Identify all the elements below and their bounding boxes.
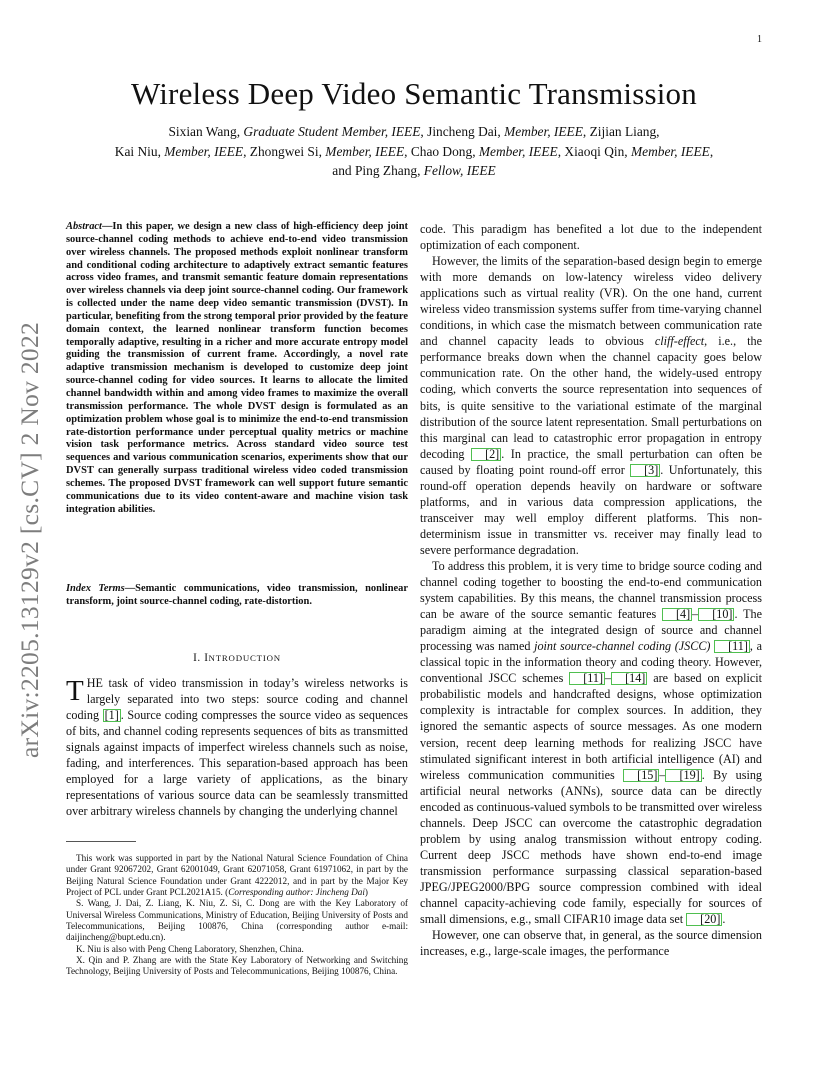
page-number: 1 bbox=[757, 34, 762, 45]
author-affiliation: Fellow, IEEE bbox=[423, 163, 496, 178]
corresponding-author: Corresponding author: Jincheng Dai bbox=[228, 887, 365, 898]
intro-text: HE task of video transmission in today’s wireless networks is largely separated into two steps: source coding and channel coding bbox=[66, 676, 408, 723]
body-text: To address this problem, it is very time to bridge source coding and channel coding together to boosting the end-to-end communication system capabilities. By this means, the channel transmission process can be aware of the source semantic features bbox=[420, 558, 762, 622]
body-text: . In practice, the small perturbation can often be caused by floating point round-off error bbox=[420, 446, 762, 477]
footnote-funding bbox=[66, 853, 408, 898]
body-text: are based on explicit probabilistic models and handcrafted designs, whose optimization complexity is intractable for complex sources. In addition, they ignored the semantic aspects of source messages. As one modern version, recent deep learning methods for realizing JSCC have stimulated significant interest in both artificial intelligence (AI) and wireless communication communities bbox=[420, 671, 762, 782]
paragraph: However, one can observe that, in general, as the source dimension increases, e.g., large-scale images, the performance bbox=[420, 928, 762, 959]
author-affiliation: Member, IEEE bbox=[631, 143, 710, 159]
author-text: , Xiaoqi Qin, bbox=[557, 143, 631, 159]
body-text: . Unfortunately, this round-off operation depends heavily on hardware or software platforms, and in various data compression applications, the transceiver may well employ different platforms. This non-determinism issue in transmitter vs. receiver may finally lead to severe performance degradation. bbox=[420, 462, 763, 557]
author-line-3 bbox=[60, 161, 768, 181]
footnote-affiliation-1: S. Wang, J. Dai, Z. Liang, K. Niu, Z. Si, C. Dong are with the Key Laboratory of Universal Wireless Communications, Ministry of Education, Beijing University of Posts and Telecommunications, Beijing 100876, China (corresponding author e-mail: daijincheng@bupt.edu.cn). bbox=[66, 898, 408, 943]
author-affiliation: Member, IEEE bbox=[325, 143, 405, 159]
index-terms-label: Index Terms bbox=[66, 583, 125, 594]
citation-link[interactable]: [20] bbox=[686, 913, 722, 926]
section-title-rest: NTRODUCTION bbox=[208, 653, 281, 663]
paragraph: code. This paradigm has benefited a lot due to the independent optimization of each component. bbox=[420, 222, 762, 253]
citation-link[interactable]: [3] bbox=[630, 464, 660, 477]
citation-link[interactable]: [11] bbox=[714, 640, 750, 653]
intro-text: . Source coding compresses the source video as sequences of bits, and channel coding represents sequences of bits as transmitted signals against impacts of imperfect wireless channels such as noise, fading, and interferences. This separation-based approach has been employed for a large variety of applications, as the binary representations of various source data can be seamlessly transmitted over arbitrary wireless channels by changing the underlying channel bbox=[66, 708, 408, 819]
author-line-1 bbox=[60, 122, 768, 142]
footnote-divider bbox=[66, 841, 136, 842]
body-text: , i.e., the performance breaks down when the channel capacity goes below communication rate. On the other hand, the widely-used entropy coding, which converts the source representation into sequences of bits, is quite sensitive to the variational estimate of the marginal distribution of the source latent representation. Small perturbations on this marginal can lead to catastrophic error propagation in entropy decoding bbox=[420, 334, 762, 461]
index-terms bbox=[66, 583, 408, 609]
range-dash: – bbox=[692, 607, 699, 622]
footnote-text: This work was supported in part by the National Natural Science Foundation of China under Grant 92067202, Grant 62001049, Grant 62071058, Grant 61971062, in part by the Beijing Natural Science Foundation under Grant 4222012, and in part by the Major Key Project of PCL under Grant PCL2021A15. ( bbox=[66, 853, 408, 898]
citation-link[interactable]: [11] bbox=[569, 672, 605, 685]
abstract bbox=[66, 221, 408, 516]
section-initial: I bbox=[204, 652, 209, 664]
body-text: However, the limits of the separation-based design begin to emerge with more demands on low-latency wireless video delivery applications such as virtual reality (VR). On the one hand, current wireless video transmission systems suffer from time-varying channel conditions, in which case the mismatch between communication rate and channel capacity leads to obvious bbox=[420, 254, 762, 349]
index-terms-text: —Semantic communications, video transmission, nonlinear transform, joint source-channel coding, rate-distortion. bbox=[66, 583, 408, 607]
author-text: , Chao Dong, bbox=[404, 143, 479, 159]
paragraph bbox=[420, 558, 762, 927]
drop-cap: T bbox=[66, 675, 84, 707]
author-affiliation: Member, IEEE bbox=[164, 143, 244, 159]
range-dash: – bbox=[605, 671, 612, 686]
citation-link[interactable]: [1] bbox=[104, 708, 119, 723]
right-column-body bbox=[420, 221, 762, 959]
author-affiliation: Graduate Student Member, IEEE bbox=[243, 124, 421, 139]
author-text: , bbox=[709, 143, 714, 159]
paragraph bbox=[420, 253, 762, 558]
emphasis-term: joint source-channel coding (JSCC) bbox=[534, 639, 711, 654]
body-text: , a classical topic in the information theory and coding theory. However, conventional JSCC schemes bbox=[420, 639, 762, 686]
author-text: , Jincheng Dai, bbox=[420, 124, 505, 139]
citation-link[interactable]: [4] bbox=[662, 608, 692, 621]
footnote-affiliation-3: X. Qin and P. Zhang are with the State Key Laboratory of Networking and Switching Technology, Beijing University of Posts and Telecommunications, Beijing 100876, China. bbox=[66, 955, 408, 977]
citation-link[interactable]: [10] bbox=[698, 608, 734, 621]
range-dash: – bbox=[659, 767, 666, 782]
author-line-2 bbox=[60, 142, 768, 162]
footnote-affiliation-2: K. Niu is also with Peng Cheng Laboratory, Shenzhen, China. bbox=[76, 943, 304, 954]
introduction-paragraph bbox=[66, 675, 408, 819]
body-text: . bbox=[722, 912, 726, 927]
author-text: Sixian Wang, bbox=[168, 124, 244, 139]
footnote-text: ) bbox=[364, 887, 368, 898]
abstract-text: —In this paper, we design a new class of high-efficiency deep joint source-channel coding methods to achieve end-to-end video transmission over wireless channels. The proposed methods exploit nonlinear transform and conditional coding architecture to adaptively extract semantic features across video frames, and transmit semantic feature domain representations over wireless channels via deep joint source-channel coding. Our framework is collected under the name deep video semantic transmission (DVST). In particular, benefiting from the strong temporal prior provided by the feature domain context, the learned nonlinear transform function becomes temporally adaptive, resulting in a richer and more accurate entropy model guiding the transmission of current frame. Accordingly, a novel rate adaptive transmission mechanism is developed to customize deep joint source-channel coding for video sources. It learns to allocate the limited channel bandwidth within and among video frames to maximize the overall transmission performance. The whole DVST design is formulated as an optimization problem whose goal is to minimize the end-to-end transmission rate-distortion performance under perceptual quality metrics or machine vision task performance metrics. Across standard video source test sequences and various communication scenarios, experiments show that our DVST can generally surpass traditional wireless video coded transmission schemes. The proposed DVST framework can well support future semantic communications due to its video content-aware and machine vision task integration abilities. bbox=[66, 221, 408, 515]
citation-link[interactable]: [19] bbox=[665, 769, 701, 782]
section-numeral: I. bbox=[193, 652, 205, 664]
author-text: , Zhongwei Si, bbox=[243, 143, 326, 159]
author-list bbox=[60, 122, 768, 181]
emphasis-term: cliff-effect bbox=[654, 334, 705, 349]
citation-link[interactable]: [2] bbox=[471, 448, 501, 461]
arxiv-identifier: arXiv:2205.13129v2 [cs.CV] 2 Nov 2022 bbox=[15, 321, 44, 758]
footnotes bbox=[66, 853, 408, 978]
citation-link[interactable]: [15] bbox=[623, 769, 659, 782]
author-text: , Zijian Liang, bbox=[582, 124, 660, 139]
section-heading-introduction bbox=[66, 652, 408, 664]
citation-link[interactable]: [14] bbox=[611, 672, 647, 685]
author-affiliation: Member, IEEE bbox=[504, 124, 583, 139]
author-affiliation: Member, IEEE bbox=[478, 143, 558, 159]
body-text: . The paradigm aiming at the integrated design of source and channel processing was named bbox=[420, 607, 762, 654]
paper-title: Wireless Deep Video Semantic Transmission bbox=[131, 76, 697, 111]
author-text: Kai Niu, bbox=[114, 143, 165, 159]
body-text: . By using artificial neural networks (ANNs), source data can be directly encoded as continuous-valued symbols to be transmitted over wireless channels. Deep JSCC can overcome the catastrophic degradation problem by using analog transmission without entropy coding. Current deep JSCC methods have shown end-to-end image transmission performance surpassing classical separation-based JPEG/JPEG2000/BPG source compression combined with ideal channel capacity-achieving code family, especially for sources of small dimensions, e.g., small CIFAR10 image data set bbox=[420, 767, 762, 927]
author-text: and Ping Zhang, bbox=[332, 163, 424, 178]
abstract-label: Abstract bbox=[66, 221, 102, 232]
